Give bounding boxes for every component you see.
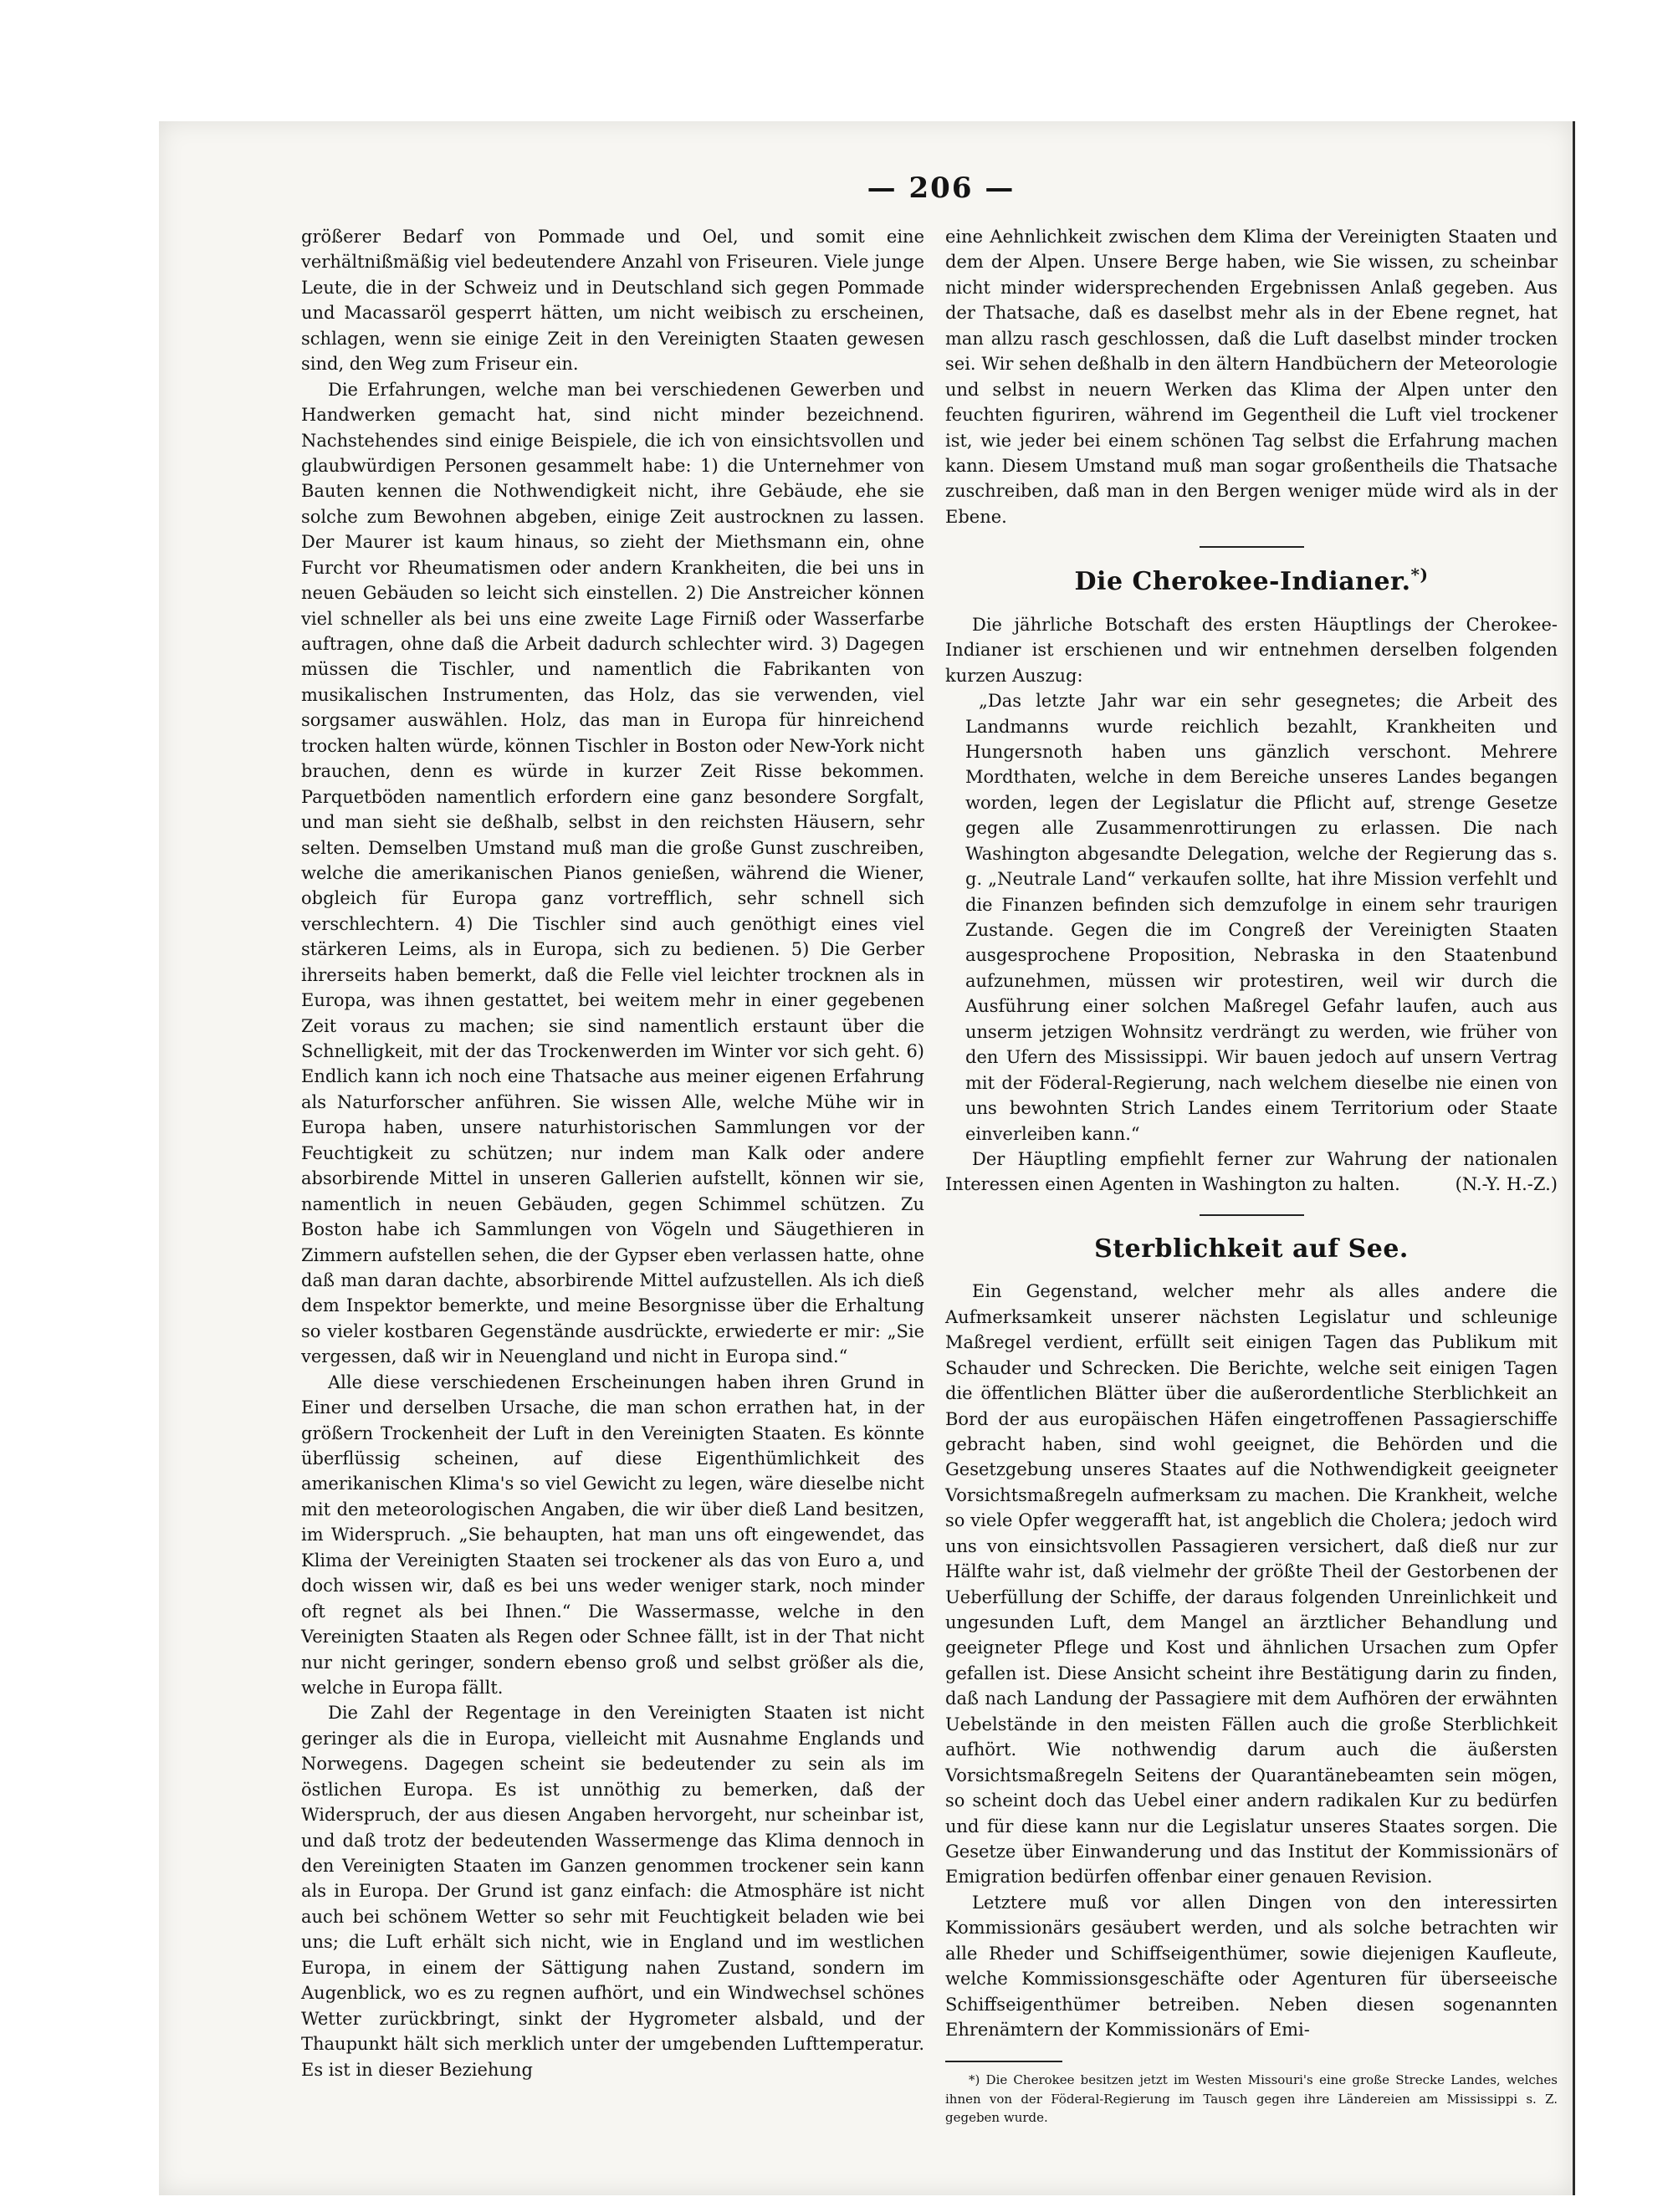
- cherokee-quote: „Das letzte Jahr war ein sehr gesegnetes; die Arbeit des Landmanns wurde reichlich bezahlt, Krankheiten und Hungersnoth haben uns gänzlich verschont. Mehrere Mordthaten, welche in dem Bereiche unseres Landes begangen worden, legen der Legislatur die Pflicht auf, strenge Gesetze gegen alle Zusammenrottirungen zu erlassen. Die nach Washington abgesandte Delegation, welche der Regierung das s. g. „Neutrale Land“ verkaufen sollte, hat ihre Mission verfehlt und die Finanzen befinden sich demzufolge in einem sehr traurigen Zustande. Gegen die im Congreß der Vereinigten Staaten ausgesprochene Proposition, Nebraska in den Staatenbund aufzunehmen, müssen wir protestiren, weil wir durch die Ausführung einer solchen Maßregel Gefahr laufen, auch aus unserm jetzigen Wohnsitz verdrängt zu werden, wie früher von den Ufern des Mississippi. Wir bauen jedoch auf unsern Vertrag mit der Föderal-Regierung, nach welchem dieselbe nie einen von uns bewohnten Strich Landes einem Territorium oder Staate einverleiben kann.“: [965, 691, 1558, 1144]
- footnote-marker: *): [1410, 564, 1429, 585]
- right-paragraph-1: eine Aehnlichkeit zwischen dem Klima der Vereinigten Staaten und dem der Alpen. Unsere Berge haben, wie Sie wissen, zu scheinbar nicht minder widersprechenden Ergebnissen Anlaß gegeben. Aus der Thatsache, daß es daselbst mehr als in der Ebene regnet, hat man allzu rasch geschlossen, daß die Luft daselbst minder trocken sei. Wir sehen deßhalb in den ältern Handbüchern der Meteorologie und selbst in neuern Werken das Klima der Alpen unter den feuchten figuriren, während im Gegentheil die Luft viel trockener ist, wie jeder bei einem schönen Tag selbst die Erfahrung machen kann. Diesem Umstand muß man sogar großentheils die Thatsache zuschreiben, daß man in den Bergen weniger müde wird als in der Ebene.: [945, 227, 1558, 527]
- left-paragraph-1: größerer Bedarf von Pommade und Oel, und somit eine verhältnißmäßig viel bedeutendere Anzahl von Friseuren. Viele junge Leute, die in der Schweiz und in Deutschland sich gegen Pommade und Macassaröl gesperrt hätten, um nicht weibisch zu erscheinen, schlagen, wenn sie einige Zeit in den Vereinigten Staaten gewesen sind, den Weg zum Friseur ein.: [301, 227, 924, 375]
- source-credit: (N.-Y. H.-Z.): [1455, 1174, 1558, 1195]
- section-divider: [1200, 546, 1304, 548]
- page-number: — 206 —: [867, 171, 1016, 205]
- left-paragraph-4: Die Zahl der Regentage in den Vereinigten Staaten ist nicht geringer als die in Europa, vielleicht mit Ausnahme Englands und Norwegens. Dagegen scheint sie bedeutender zu sein als im östlichen Europa. Es ist unnöthig zu bemerken, daß der Widerspruch, der aus diesen Angaben hervorgeht, nur scheinbar ist, und daß trotz der bedeutenden Wassermenge das Klima dennoch in den Vereinigten Staaten im Ganzen genommen trockener sein kann als in Europa. Der Grund ist ganz einfach: die Atmosphäre ist nicht auch bei schönem Wetter so sehr mit Feuchtigkeit beladen wie bei uns; die Luft erhält sich nicht, wie in England und im westlichen Europa, in einem der Sättigung nahen Zustand, sondern im Augenblick, wo es zu regnen aufhört, und ein Windwechsel schönes Wetter zurückbringt, sinkt der Hygrometer alsbald, und der Thaupunkt hält sich merklich unter der umgebenden Lufttemperatur. Es ist in dieser Beziehung: [301, 1703, 924, 2080]
- cherokee-intro-paragraph: Die jährliche Botschaft des ersten Häuptlings der Cherokee-Indianer ist erschienen und wir entnehmen derselben folgenden kurzen Auszug:: [945, 614, 1558, 686]
- heading-cherokee-text: Die Cherokee-Indianer.: [1074, 567, 1411, 597]
- mortality-paragraph-2: Letztere muß vor allen Dingen von den interessirten Kommissionärs gesäubert werden, und als solche betrachten wir alle Rheder und Schiffseigenthümer, sowie diejenigen Kaufleute, welche Kommissionsgeschäfte oder Agenturen für überseeische Schiffseigenthümer betreiben. Neben diesen sogenannten Ehrenämtern der Kommissionärs of Emi-: [945, 1892, 1558, 2040]
- left-paragraph-2: Die Erfahrungen, welche man bei verschiedenen Gewerben und Handwerken gemacht hat, sind nicht minder bezeichnend. Nachstehendes sind einige Beispiele, die ich von einsichtsvollen und glaubwürdigen Personen gesammelt habe: 1) die Unternehmer von Bauten kennen die Nothwendigkeit nicht, ihre Gebäude, ehe sie solche zum Bewohnen abgeben, einige Zeit austrocknen zu lassen. Der Maurer ist kaum hinaus, so zieht der Miethsmann ein, ohne Furcht vor Rheumatismen oder andern Krankheiten, die bei uns in neuen Gebäuden so leicht sich einstellen. 2) Die Anstreicher können viel schneller als bei uns eine zweite Lage Firniß oder Wasserfarbe auftragen, ohne daß die Arbeit dadurch schlechter wird. 3) Dagegen müssen die Tischler, und namentlich die Fabrikanten von musikalischen Instrumenten, das Holz, das sie verwenden, viel sorgsamer auswählen. Holz, das man in Europa für hinreichend trocken halten würde, können Tischler in Boston oder New-York nicht brauchen, denn es würde in kurzer Zeit Risse bekommen. Parquetböden namentlich erfordern eine ganz besondere Sorgfalt, und man sieht sie deßhalb, selbst in den reichsten Häusern, sehr selten. Demselben Umstand muß man die große Gunst zuschreiben, welche die amerikanischen Pianos genießen, während die Wiener, obgleich für Europa ganz vortrefflich, sehr schnell sich verschlechtern. 4) Die Tischler sind auch genöthigt eines viel stärkeren Leims, als in Europa, sich zu bedienen. 5) Die Gerber ihrerseits haben bemerkt, daß die Felle viel leichter trocknen als in Europa, was ihnen gestattet, bei weitem mehr in einer gegebenen Zeit voraus zu machen; sie sind namentlich erstaunt über die Schnelligkeit, mit der das Trockenwerden im Winter vor sich geht. 6) Endlich kann ich noch eine Thatsache aus meiner eigenen Erfahrung als Naturforscher anführen. Sie wissen Alle, welche Mühe wir in Europa haben, unsere naturhistorischen Sammlungen vor der Feuchtigkeit zu schützen; nur indem man Kalk oder andere absorbirende Mittel in unseren Gallerien aufstellt, können wir sie, namentlich in neuen Gebäuden, gegen Schimmel schützen. Zu Boston habe ich Sammlungen von Vögeln und Säugethieren in Zimmern aufstellen sehen, die der Gypser eben verlassen hatte, ohne daß man daran dachte, absorbirende Mittel aufzustellen. Als ich dieß dem Inspektor bemerkte, und meine Besorgnisse über die Erhaltung so vieler kostbaren Gegenstände ausdrückte, erwiederte er mir: „Sie vergessen, daß wir in Neuengland und nicht in Europa sind.“: [301, 379, 924, 1367]
- right-column: [945, 224, 1558, 2128]
- article-heading-cherokee: [945, 563, 1558, 600]
- left-paragraph-3: Alle diese verschiedenen Erscheinungen haben ihren Grund in Einer und derselben Ursache, die man schon errathen hat, in der größern Trockenheit der Luft in den Vereinigten Staaten. Es könnte überflüssig scheinen, auf diese Eigenthümlichkeit des amerikanischen Klima's so viel Gewicht zu legen, wäre dieselbe nicht mit den meteorologischen Angaben, die wir über dieß Land besitzen, im Widerspruch. „Sie behaupten, hat man uns oft eingewendet, das Klima der Vereinigten Staaten sei trockener als das von Euro a, und doch wissen wir, daß es bei uns weder weniger stark, noch minder oft regnet als bei Ihnen.“ Die Wassermasse, welche in den Vereinigten Staaten als Regen oder Schnee fällt, ist in der That nicht nur nicht geringer, sondern ebenso groß und selbst größer als die, welche in Europa fällt.: [301, 1372, 924, 1698]
- left-column: [301, 224, 924, 2082]
- footnote-divider: [945, 2061, 1062, 2062]
- cherokee-closing-paragraph: [945, 1147, 1558, 1198]
- footnote: *) Die Cherokee besitzen jetzt im Westen Missouri's eine große Strecke Landes, welches ihnen von der Föderal-Regierung im Tausch gegen ihre Ländereien am Mississippi s. Z. gegeben wurde.: [945, 2072, 1558, 2126]
- section-divider: [1200, 1214, 1304, 1216]
- cherokee-closing-text: Der Häuptling empfiehlt ferner zur Wahrung der nationalen Interessen einen Agenten in Washington zu halten.: [945, 1148, 1558, 1195]
- article-heading-mortality: Sterblichkeit auf See.: [1094, 1234, 1409, 1264]
- mortality-paragraph-1: Ein Gegenstand, welcher mehr als alles andere die Aufmerksamkeit unserer nächsten Legislatur und schleunige Maßregel verdient, erfüllt seit einigen Tagen das Publikum mit Schauder und Schrecken. Die Berichte, welche seit einigen Tagen die öffentlichen Blätter über die außerordentliche Sterblichkeit an Bord der aus europäischen Häfen eingetroffenen Passagierschiffe gebracht haben, sind wohl geeignet, die Behörden und die Gesetzgebung unseres Staates auf die Nothwendigkeit geeigneter Vorsichtsmaßregeln aufmerksam zu machen. Die Krankheit, welche so viele Opfer weggerafft hat, ist angeblich die Cholera; jedoch wird uns von einsichtsvollen Passagieren versichert, daß dieß nur zur Hälfte wahr ist, daß vielmehr der größte Theil der Gestorbenen der Ueberfüllung der Schiffe, der daraus folgenden Unreinlichkeit und ungesunden Luft, dem Mangel an ärztlicher Behandlung und geeigneter Pflege und Kost und ähnlichen Ursachen zum Opfer gefallen ist. Diese Ansicht scheint ihre Bestätigung darin zu finden, daß nach Landung der Passagiere mit dem Aufhören der erwähnten Uebelstände in den meisten Fällen auch die große Sterblichkeit aufhört. Wie nothwendig darum auch die äußersten Vorsichtsmaßregeln Seitens der Quarantänebeamten sein mögen, so scheint doch das Uebel einer andern radikalen Kur zu bedürfen und für diese kann nur die Legislatur unseres Staates sorgen. Die Gesetze über Einwanderung und das Institut der Kommissionärs of Emigration bedürfen offenbar einer genauen Revision.: [945, 1281, 1558, 1888]
